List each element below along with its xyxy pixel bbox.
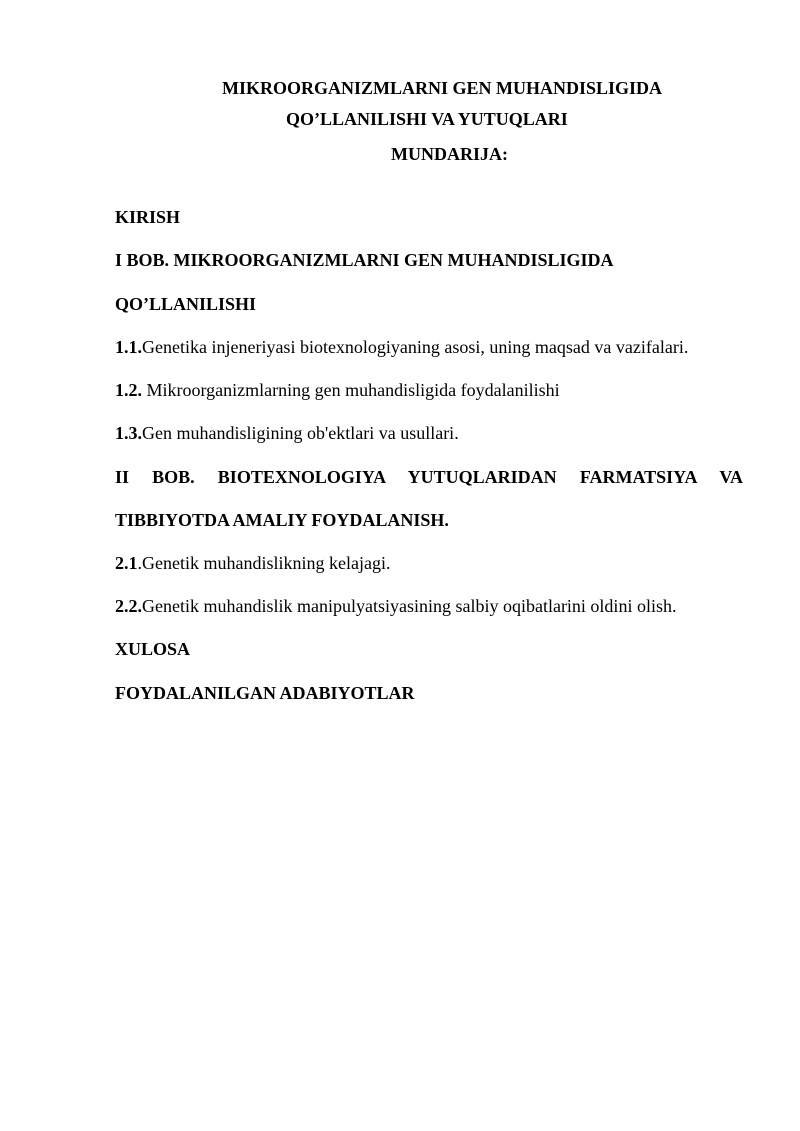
section-title: Mikroorganizmlarning gen muhandisligida foydalanilishi xyxy=(142,380,560,400)
section-number: 2.1 xyxy=(115,553,138,573)
title-line-2: QO’LLANILISHI VA YUTUQLARI xyxy=(286,109,568,129)
toc-section-1-2 xyxy=(115,379,560,401)
toc-section-2-1 xyxy=(115,552,390,574)
toc-section-1-3 xyxy=(115,422,459,444)
toc-heading: MUNDARIJA: xyxy=(391,144,508,164)
toc-references: FOYDALANILGAN ADABIYOTLAR xyxy=(115,683,415,703)
section-number: 2.2. xyxy=(115,596,142,616)
section-number: 1.2. xyxy=(115,380,142,400)
toc-chapter-1-line-2: QO’LLANILISHI xyxy=(115,294,257,314)
section-title: Gen muhandisligining ob'ektlari va usullari. xyxy=(142,423,459,443)
section-title: Genetika injeneriyasi biotexnologiyaning asosi, uning maqsad va vazifalari. xyxy=(142,337,689,357)
toc-chapter-1-line-1: I BOB. MIKROORGANIZMLARNI GEN MUHANDISLIGIDA xyxy=(115,250,614,270)
section-number: 1.3. xyxy=(115,423,142,443)
toc-chapter-2-line-1: II BOB. BIOTEXNOLOGIYA YUTUQLARIDAN FARMATSIYA VA xyxy=(115,467,743,487)
section-number: 1.1. xyxy=(115,337,142,357)
toc-section-2-2 xyxy=(115,595,676,617)
title-line-1: MIKROORGANIZMLARNI GEN MUHANDISLIGIDA xyxy=(222,78,663,98)
section-title: .Genetik muhandislikning kelajagi. xyxy=(137,553,391,573)
toc-section-1-1 xyxy=(115,336,688,358)
section-title: Genetik muhandislik manipulyatsiyasining salbiy oqibatlarini oldini olish. xyxy=(142,596,677,616)
toc-conclusion: XULOSA xyxy=(115,639,191,659)
toc-intro: KIRISH xyxy=(115,207,181,227)
toc-chapter-2-line-2: TIBBIYOTDA AMALIY FOYDALANISH. xyxy=(115,510,449,530)
